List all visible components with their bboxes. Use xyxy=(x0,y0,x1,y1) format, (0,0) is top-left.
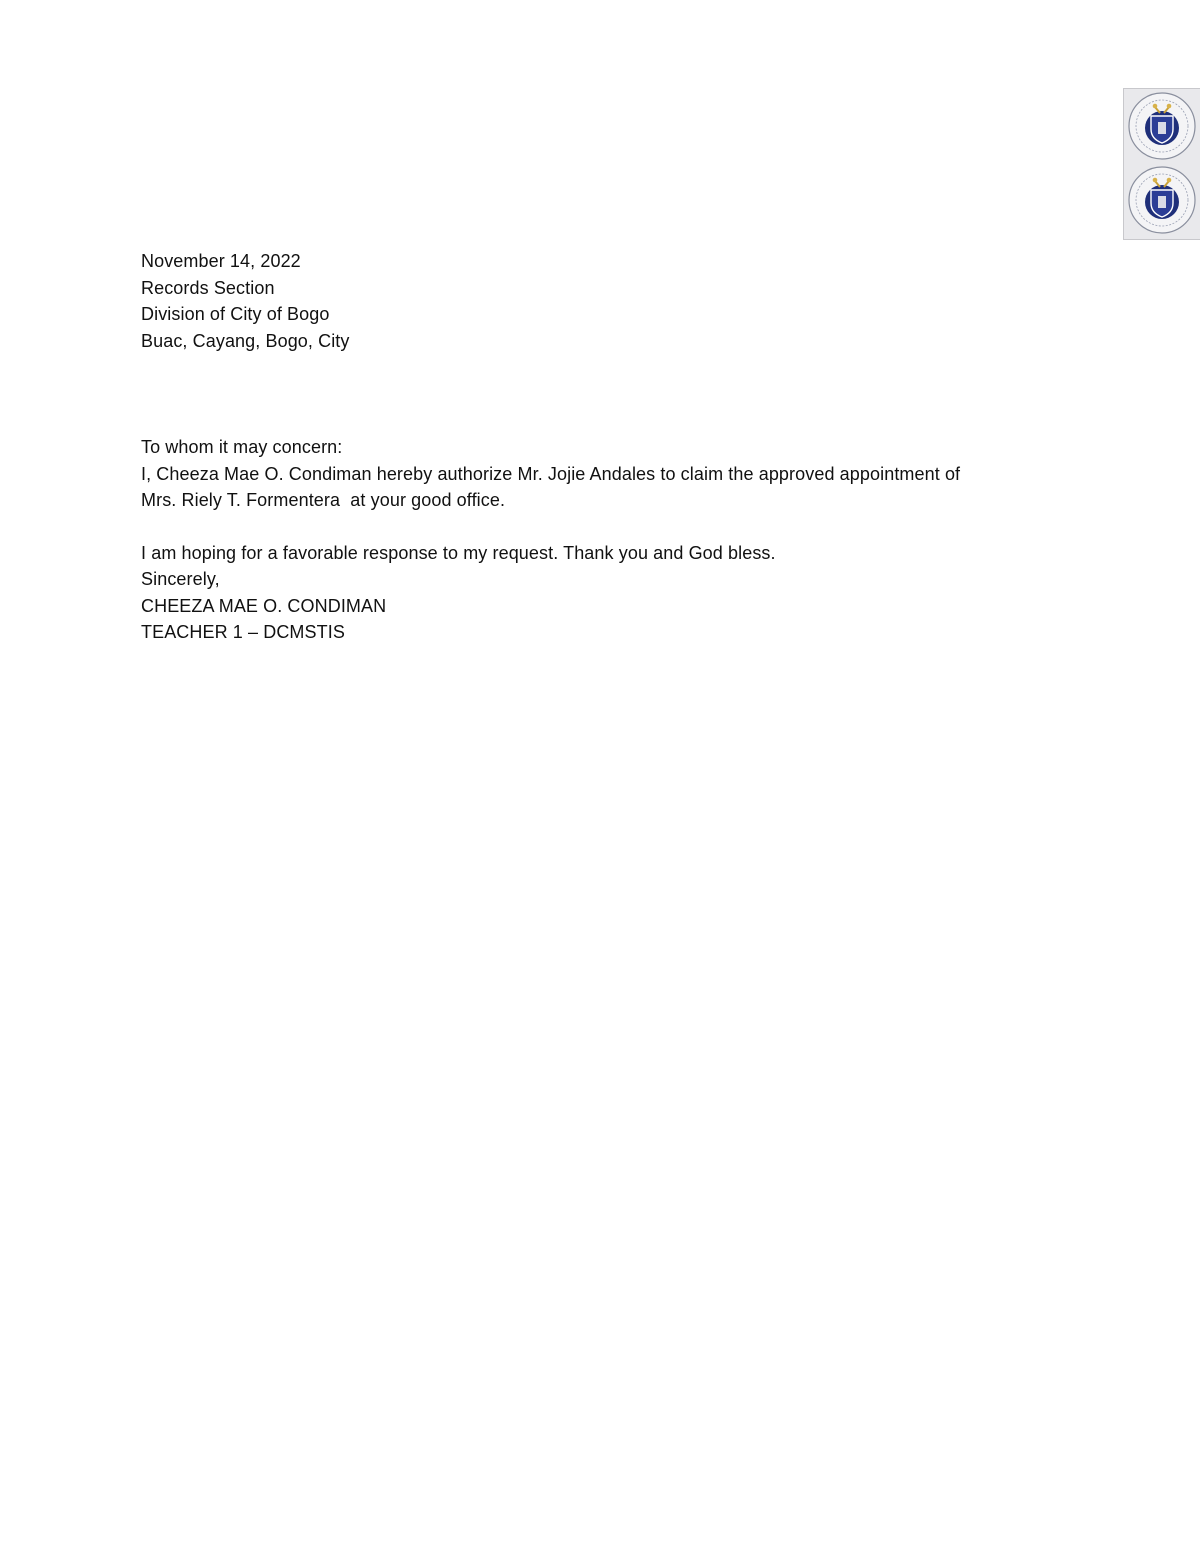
signature-block xyxy=(141,593,1061,646)
authorization-line-2: Mrs. Riely T. Formentera at your good office. xyxy=(141,490,506,510)
authorization-paragraph xyxy=(141,461,1061,514)
signatory-name: CHEEZA MAE O. CONDIMAN xyxy=(141,595,387,616)
authorization-line-1: I, Cheeza Mae O. Condiman hereby authorize Mr. Jojie Andales to claim the approved appointment of xyxy=(141,463,961,484)
salutation: To whom it may concern: xyxy=(141,437,343,457)
recipient-line-2: Division of City of Bogo xyxy=(141,304,330,324)
signatory-title: TEACHER 1 – DCMSTIS xyxy=(141,622,345,642)
recipient-address xyxy=(141,275,1061,355)
closing: Sincerely, xyxy=(141,569,220,589)
letter-body xyxy=(141,248,1061,646)
recipient-line-3: Buac, Cayang, Bogo, City xyxy=(141,330,350,351)
recipient-line-1: Records Section xyxy=(141,277,275,298)
deped-seal-icon xyxy=(1127,165,1197,235)
seal-logo-strip xyxy=(1123,88,1200,240)
deped-seal-icon xyxy=(1127,91,1197,161)
letter-date: November 14, 2022 xyxy=(141,251,301,271)
request-paragraph: I am hoping for a favorable response to my request. Thank you and God bless. xyxy=(141,542,776,563)
